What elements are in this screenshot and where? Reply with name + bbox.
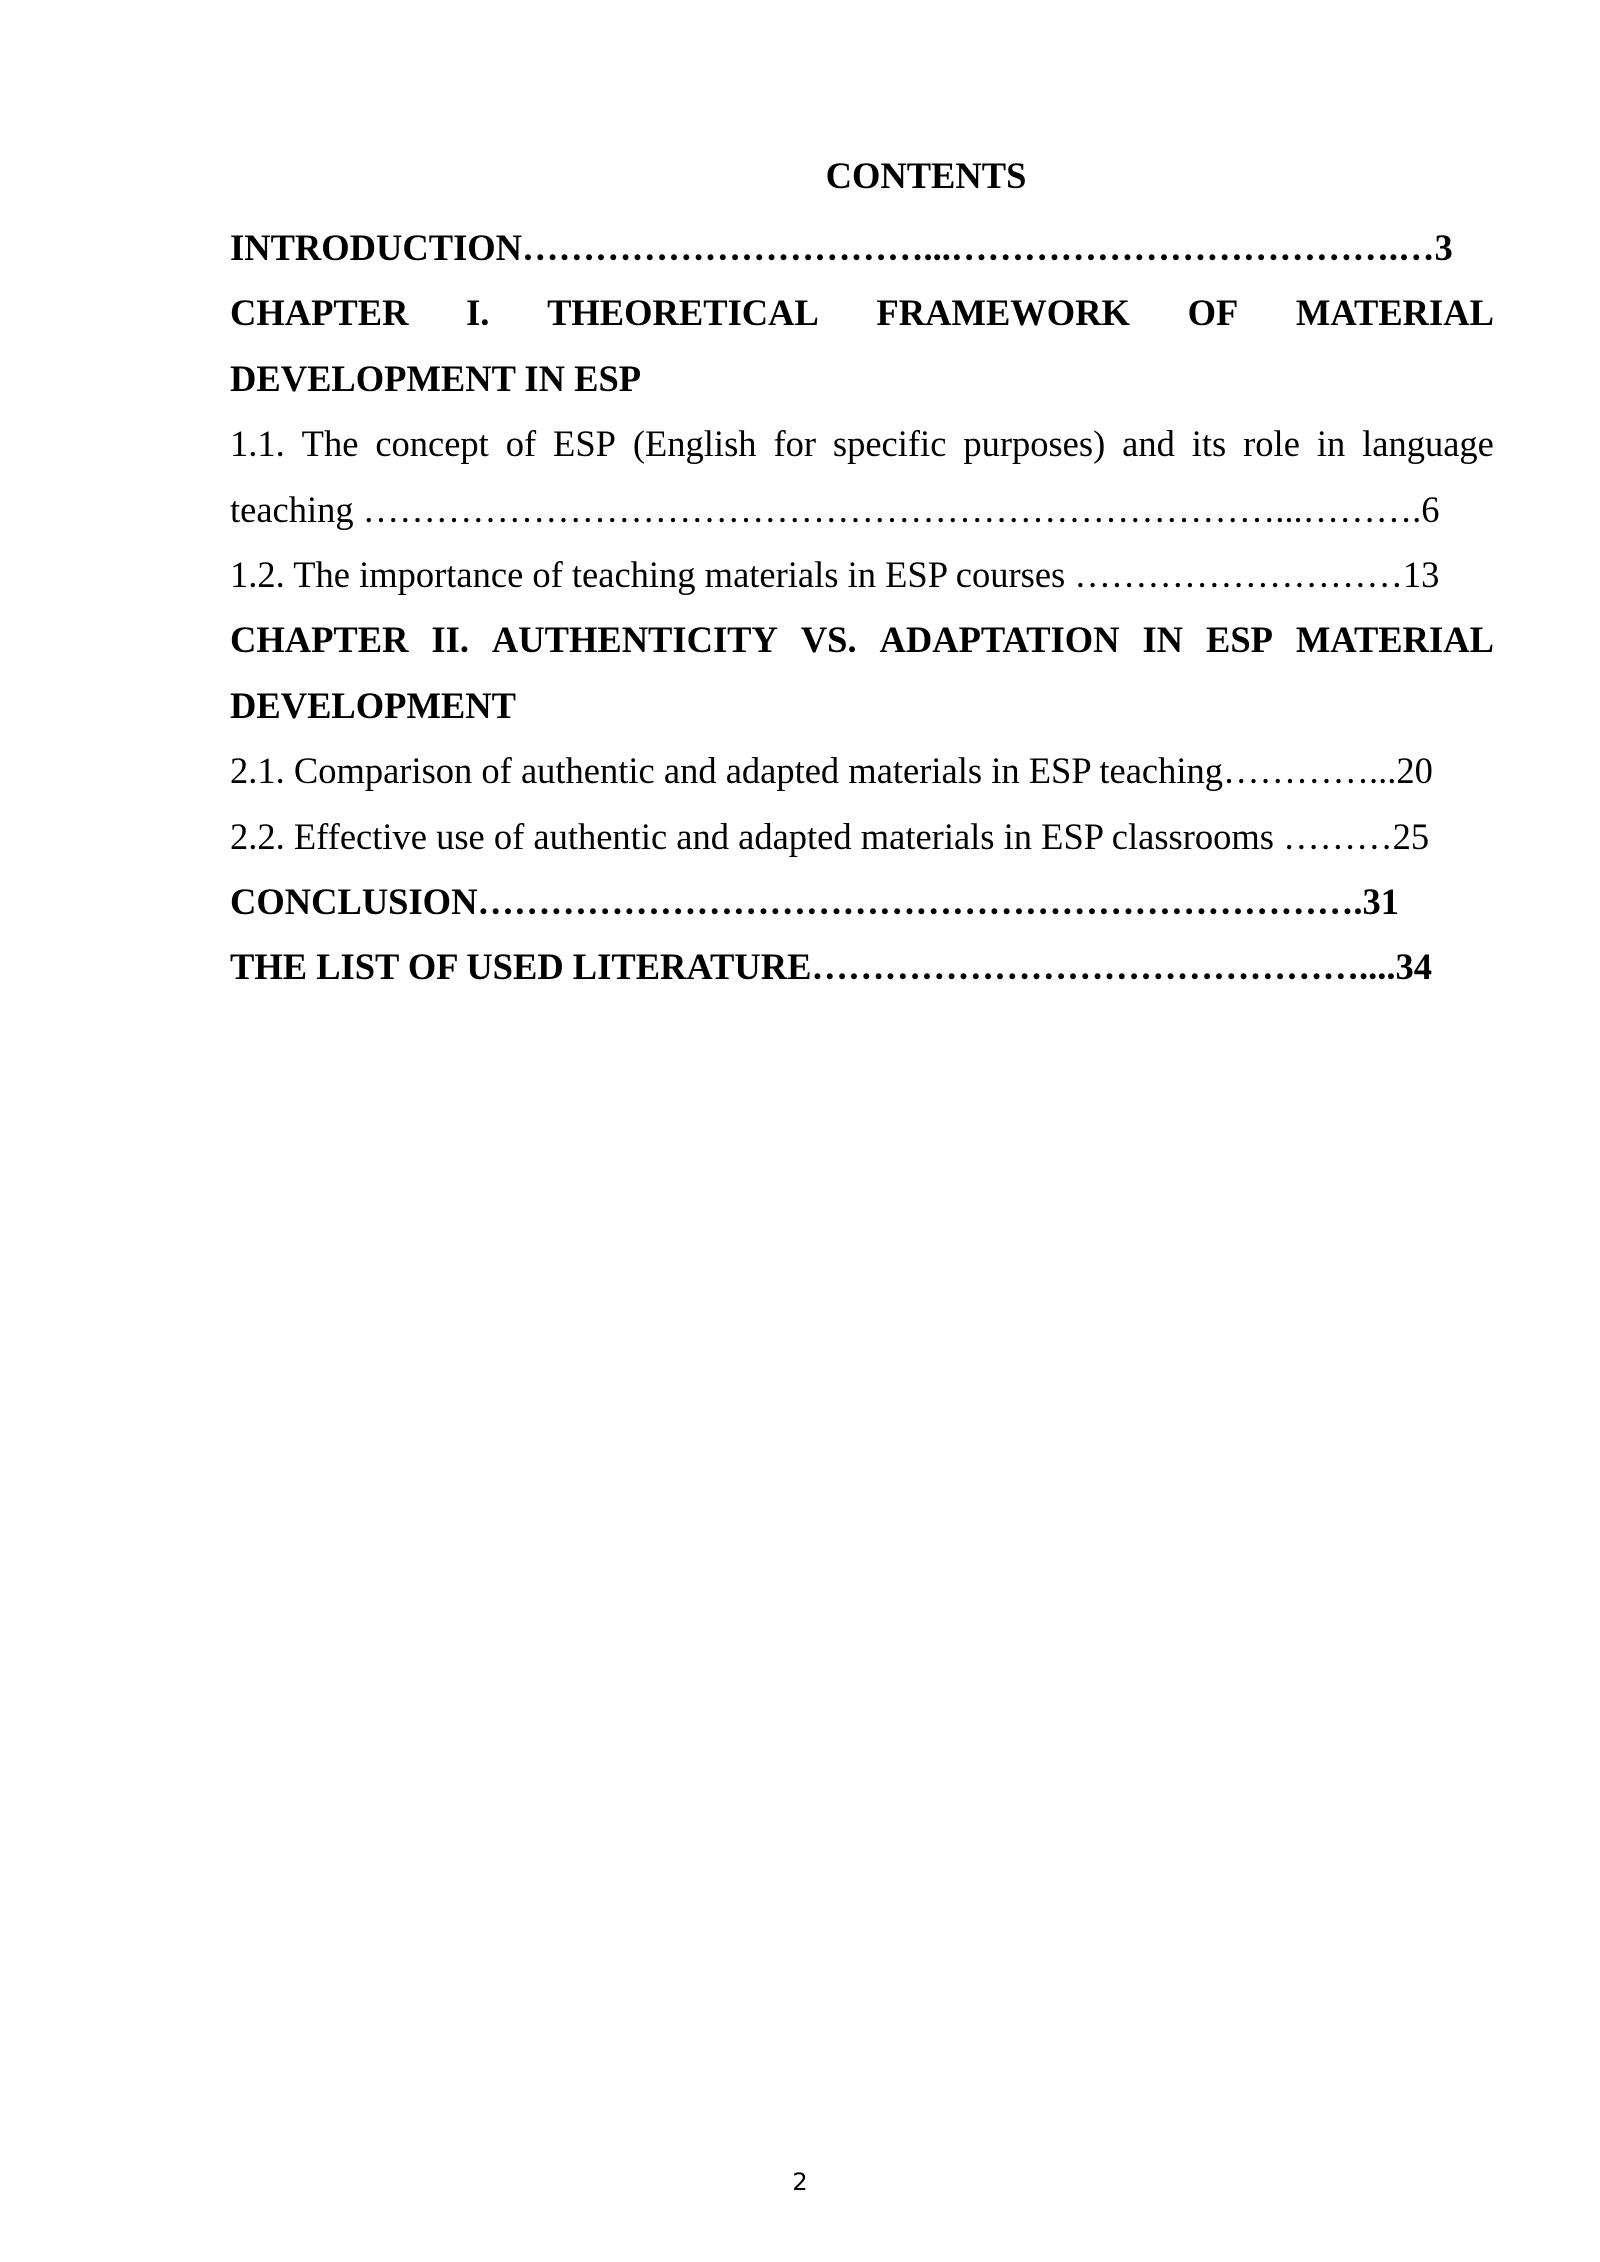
toc-entry-chapter-1-line-2: DEVELOPMENT IN ESP xyxy=(230,357,642,399)
toc-entry-section-1-1-line-2: teaching …………………………………………………………………...……….6 xyxy=(230,488,1440,530)
contents-title: CONTENTS xyxy=(825,155,1027,196)
section-1-1-word: (English xyxy=(632,423,757,465)
toc-entry-chapter-2-line-1 xyxy=(230,607,1494,672)
chapter-2-word: CHAPTER xyxy=(230,619,409,661)
section-1-1-word: role xyxy=(1243,423,1300,465)
section-1-1-word: language xyxy=(1362,423,1494,465)
toc-entry-introduction: INTRODUCTION……………………………...……………………………….…3 xyxy=(230,227,1453,268)
toc-entry-section-2-2: 2.2. Effective use of authentic and adapted materials in ESP classrooms ………25 xyxy=(230,815,1430,857)
chapter-2-word: MATERIAL xyxy=(1295,619,1494,661)
chapter-1-word: FRAMEWORK xyxy=(876,292,1130,334)
toc-entry-chapter-1-line-1 xyxy=(230,280,1494,345)
table-of-contents xyxy=(230,150,1494,1000)
section-1-1-word: 1.1. xyxy=(230,423,285,465)
section-1-1-word: for xyxy=(773,423,816,465)
section-1-1-word: and xyxy=(1122,423,1175,465)
chapter-2-word: AUTHENTICITY xyxy=(491,619,778,661)
section-1-1-word: its xyxy=(1191,423,1227,465)
toc-entry-chapter-2-line-2: DEVELOPMENT xyxy=(230,684,516,726)
section-1-1-word: purposes) xyxy=(963,423,1106,465)
chapter-2-word: ESP xyxy=(1205,619,1273,661)
chapter-1-word: OF xyxy=(1187,292,1239,334)
chapter-2-word: VS. xyxy=(800,619,857,661)
section-1-1-word: specific xyxy=(832,423,947,465)
toc-entry-section-1-1-line-1 xyxy=(230,411,1494,476)
section-1-1-word: in xyxy=(1316,423,1346,465)
chapter-1-word: CHAPTER xyxy=(230,292,409,334)
chapter-1-word: THEORETICAL xyxy=(547,292,819,334)
chapter-1-word: I. xyxy=(466,292,490,334)
chapter-2-word: II. xyxy=(431,619,469,661)
page-number: 2 xyxy=(792,2168,808,2196)
toc-entry-conclusion: CONCLUSION……………………………………………………………….31 xyxy=(230,880,1400,922)
section-1-1-word: ESP xyxy=(553,423,616,465)
section-1-1-word: concept xyxy=(375,423,489,465)
toc-entry-section-1-2: 1.2. The importance of teaching materials in ESP courses ………………………13 xyxy=(230,553,1440,595)
section-1-1-word: of xyxy=(505,423,537,465)
toc-entry-section-2-1: 2.1. Comparison of authentic and adapted materials in ESP teaching…………...20 xyxy=(230,750,1433,792)
chapter-1-word: MATERIAL xyxy=(1295,292,1494,334)
section-1-1-word: The xyxy=(301,423,359,465)
chapter-2-word: IN xyxy=(1142,619,1184,661)
toc-entry-literature: THE LIST OF USED LITERATURE………………………………………....34 xyxy=(230,946,1432,988)
chapter-2-word: ADAPTATION xyxy=(879,619,1120,661)
